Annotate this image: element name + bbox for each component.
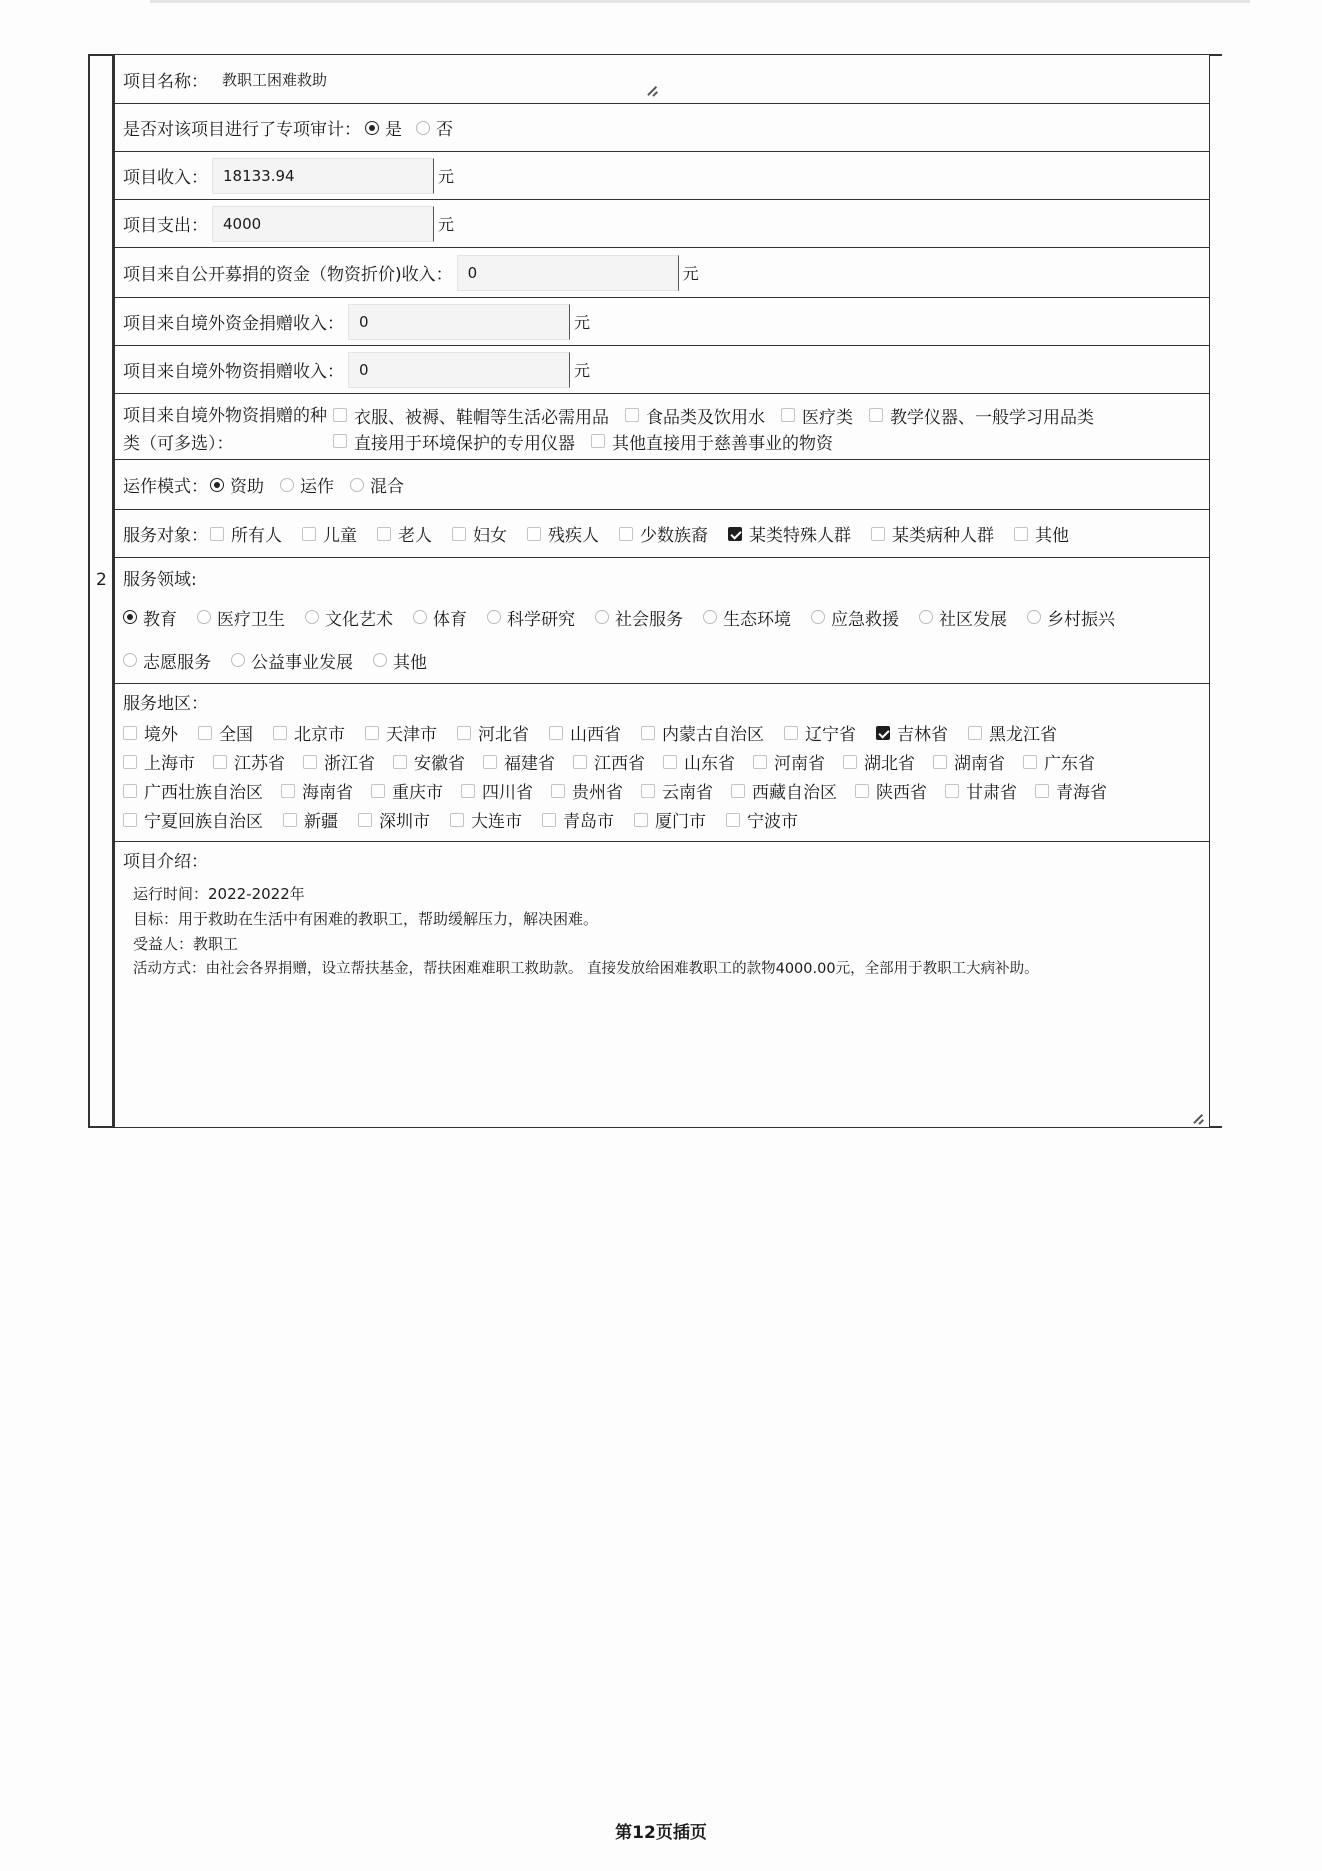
expense-input[interactable]: 4000 — [212, 206, 434, 242]
region-checkbox[interactable] — [663, 755, 677, 769]
goods-type-checkbox[interactable] — [625, 408, 639, 422]
field-option: 公益事业发展 — [251, 652, 353, 673]
operation-option: 资助 — [230, 477, 264, 497]
field-radio[interactable] — [811, 610, 825, 624]
expense-row — [114, 200, 1210, 248]
public-fund-unit: 元 — [682, 264, 699, 283]
operation-row — [114, 460, 1210, 510]
region-checkbox[interactable] — [123, 726, 137, 740]
field-option: 教育 — [143, 609, 177, 630]
target-option: 某类病种人群 — [892, 526, 994, 546]
region-option: 深圳市 — [379, 812, 430, 832]
operation-label: 运作模式： — [123, 477, 208, 497]
target-checkbox[interactable] — [302, 527, 316, 541]
field-option: 医疗卫生 — [217, 609, 285, 630]
field-radio[interactable] — [1027, 610, 1041, 624]
region-checkbox[interactable] — [273, 726, 287, 740]
income-unit: 元 — [438, 167, 455, 186]
region-checkbox[interactable] — [358, 813, 372, 827]
region-checkbox[interactable] — [753, 755, 767, 769]
region-checkbox[interactable] — [933, 755, 947, 769]
region-option: 西藏自治区 — [752, 783, 837, 803]
resize-handle-icon[interactable] — [647, 85, 657, 95]
region-option: 山东省 — [684, 754, 735, 774]
audit-label: 是否对该项目进行了专项审计： — [123, 120, 361, 140]
audit-yes-radio[interactable] — [365, 121, 379, 135]
overseas-goods-unit: 元 — [574, 361, 591, 380]
region-checkbox[interactable] — [303, 755, 317, 769]
region-checkbox[interactable] — [641, 784, 655, 798]
target-checkbox[interactable] — [871, 527, 885, 541]
field-option: 社区发展 — [939, 609, 1007, 630]
region-checkbox[interactable] — [843, 755, 857, 769]
goods-type-checkbox[interactable] — [591, 434, 605, 448]
goods-types-label — [123, 402, 339, 458]
intro-line: 目标：用于救助在生活中有困难的教职工，帮助缓解压力，解决困难。 — [133, 910, 599, 928]
field-radio[interactable] — [231, 653, 245, 667]
region-option: 大连市 — [471, 812, 522, 832]
goods-types-label-line1: 项目来自境外物资捐赠的种 — [123, 406, 327, 426]
region-line4 — [123, 805, 1201, 834]
field-radio[interactable] — [413, 610, 427, 624]
region-checkbox[interactable] — [450, 813, 464, 827]
goods-types-line1 — [319, 402, 1094, 428]
region-option: 上海市 — [144, 754, 195, 774]
operation-option: 运作 — [300, 477, 334, 497]
region-option: 广东省 — [1044, 754, 1095, 774]
goods-type-label: 其他直接用于慈善事业的物资 — [612, 433, 833, 454]
project-name-label: 项目名称： — [123, 71, 208, 92]
project-name-row — [114, 54, 1210, 104]
region-option: 黑龙江省 — [989, 725, 1057, 745]
operation-radio[interactable] — [210, 478, 224, 492]
region-option: 四川省 — [482, 783, 533, 803]
region-checkbox[interactable] — [283, 813, 297, 827]
resize-handle-icon[interactable] — [1193, 1113, 1203, 1123]
region-option: 浙江省 — [324, 754, 375, 774]
target-checkbox-checked[interactable] — [728, 527, 742, 541]
goods-types-label-line2: 类（可多选）： — [123, 434, 234, 454]
region-option: 陕西省 — [876, 783, 927, 803]
row-number: 2 — [96, 570, 107, 590]
field-option: 文化艺术 — [325, 609, 393, 630]
region-checkbox-checked[interactable] — [876, 726, 890, 740]
region-checkbox[interactable] — [483, 755, 497, 769]
field-radio[interactable] — [197, 610, 211, 624]
region-option: 湖北省 — [864, 754, 915, 774]
target-option: 妇女 — [473, 526, 507, 546]
region-checkbox[interactable] — [855, 784, 869, 798]
region-option: 海南省 — [302, 783, 353, 803]
goods-type-checkbox[interactable] — [333, 408, 347, 422]
region-option: 重庆市 — [392, 783, 443, 803]
region-checkbox[interactable] — [641, 726, 655, 740]
public-fund-input[interactable]: 0 — [457, 255, 679, 291]
region-checkbox[interactable] — [281, 784, 295, 798]
region-option: 宁波市 — [747, 812, 798, 832]
intro-row — [114, 842, 1210, 1128]
target-label: 服务对象： — [123, 526, 208, 546]
operation-radio[interactable] — [280, 478, 294, 492]
intro-line: 活动方式：由社会各界捐赠，设立帮扶基金，帮扶困难难职工救助款。 直接发放给困难教职工的款物4000.00元，全部用于教职工大病补助。 — [133, 961, 1039, 977]
region-checkbox[interactable] — [542, 813, 556, 827]
region-label: 服务地区： — [123, 694, 208, 714]
target-option: 所有人 — [231, 526, 282, 546]
expense-label: 项目支出： — [123, 216, 208, 236]
region-checkbox[interactable] — [213, 755, 227, 769]
region-checkbox[interactable] — [784, 726, 798, 740]
region-option: 北京市 — [294, 725, 345, 745]
region-checkbox[interactable] — [123, 755, 137, 769]
region-checkbox[interactable] — [549, 726, 563, 740]
region-option: 福建省 — [504, 754, 555, 774]
region-option: 辽宁省 — [805, 725, 856, 745]
goods-type-label: 衣服、被褥、鞋帽等生活必需用品 — [354, 407, 609, 428]
region-checkbox[interactable] — [573, 755, 587, 769]
region-checkbox[interactable] — [1023, 755, 1037, 769]
project-form — [114, 54, 1210, 1128]
region-checkbox[interactable] — [731, 784, 745, 798]
overseas-goods-row — [114, 346, 1210, 394]
field-label: 服务领域: — [123, 570, 197, 590]
region-checkbox[interactable] — [365, 726, 379, 740]
region-option: 山西省 — [570, 725, 621, 745]
goods-type-checkbox[interactable] — [781, 408, 795, 422]
region-checkbox[interactable] — [1035, 784, 1049, 798]
field-row — [114, 558, 1210, 684]
region-checkbox[interactable] — [634, 813, 648, 827]
region-option: 吉林省 — [897, 725, 948, 745]
goods-type-checkbox[interactable] — [333, 434, 347, 448]
region-option: 湖南省 — [954, 754, 1005, 774]
target-checkbox[interactable] — [377, 527, 391, 541]
region-checkbox[interactable] — [968, 726, 982, 740]
field-radio[interactable] — [305, 610, 319, 624]
income-input[interactable]: 18133.94 — [212, 158, 434, 194]
field-radio[interactable] — [487, 610, 501, 624]
region-checkbox[interactable] — [945, 784, 959, 798]
target-option: 儿童 — [323, 526, 357, 546]
overseas-goods-label: 项目来自境外物资捐赠收入： — [123, 362, 344, 382]
audit-yes-label: 是 — [385, 120, 402, 140]
target-option: 其他 — [1035, 526, 1069, 546]
region-checkbox[interactable] — [461, 784, 475, 798]
target-checkbox[interactable] — [210, 527, 224, 541]
region-line2 — [123, 747, 1201, 776]
region-checkbox[interactable] — [371, 784, 385, 798]
project-name-value[interactable]: 教职工困难救助 — [222, 70, 328, 89]
audit-no-radio[interactable] — [416, 121, 430, 135]
region-option: 江苏省 — [234, 754, 285, 774]
overseas-fund-unit: 元 — [574, 313, 591, 332]
target-option: 少数族裔 — [640, 526, 708, 546]
income-row — [114, 152, 1210, 200]
region-checkbox[interactable] — [726, 813, 740, 827]
operation-option: 混合 — [370, 477, 404, 497]
operation-radio[interactable] — [350, 478, 364, 492]
goods-types-row — [114, 394, 1210, 460]
field-option: 体育 — [433, 609, 467, 630]
field-option: 志愿服务 — [143, 652, 211, 673]
public-fund-row — [114, 248, 1210, 298]
target-checkbox[interactable] — [619, 527, 633, 541]
region-checkbox[interactable] — [551, 784, 565, 798]
goods-type-label: 教学仪器、一般学习用品类 — [890, 407, 1094, 428]
field-option: 科学研究 — [507, 609, 575, 630]
region-line1 — [123, 718, 1201, 747]
field-line2 — [123, 640, 1201, 680]
region-option: 宁夏回族自治区 — [144, 812, 263, 832]
goods-type-checkbox[interactable] — [869, 408, 883, 422]
region-option: 河南省 — [774, 754, 825, 774]
region-option: 贵州省 — [572, 783, 623, 803]
field-radio[interactable] — [595, 610, 609, 624]
field-option: 社会服务 — [615, 609, 683, 630]
target-option: 老人 — [398, 526, 432, 546]
region-option: 甘肃省 — [966, 783, 1017, 803]
region-checkbox[interactable] — [457, 726, 471, 740]
region-option: 厦门市 — [655, 812, 706, 832]
region-option: 河北省 — [478, 725, 529, 745]
region-option: 全国 — [219, 725, 253, 745]
region-checkbox[interactable] — [393, 755, 407, 769]
audit-row — [114, 104, 1210, 152]
intro-label: 项目介绍： — [123, 852, 208, 872]
overseas-fund-label: 项目来自境外资金捐赠收入： — [123, 314, 344, 334]
region-line3 — [123, 776, 1201, 805]
region-option: 云南省 — [662, 783, 713, 803]
overseas-fund-input[interactable]: 0 — [348, 304, 570, 340]
field-radio[interactable] — [373, 653, 387, 667]
target-checkbox[interactable] — [1014, 527, 1028, 541]
audit-no-label: 否 — [436, 120, 453, 140]
region-option: 天津市 — [386, 725, 437, 745]
goods-type-label: 食品类及饮用水 — [646, 407, 765, 428]
field-option: 乡村振兴 — [1047, 609, 1115, 630]
region-option: 青岛市 — [563, 812, 614, 832]
region-row — [114, 684, 1210, 842]
intro-line: 运行时间：2022-2022年 — [133, 885, 305, 903]
field-radio[interactable] — [703, 610, 717, 624]
region-option: 境外 — [144, 725, 178, 745]
index-column — [88, 54, 114, 1128]
region-option: 江西省 — [594, 754, 645, 774]
target-row — [114, 510, 1210, 558]
page-edge — [150, 0, 1250, 3]
overseas-goods-input[interactable]: 0 — [348, 352, 570, 388]
region-checkbox[interactable] — [123, 813, 137, 827]
field-option: 应急救援 — [831, 609, 899, 630]
goods-type-label: 直接用于环境保护的专用仪器 — [354, 433, 575, 454]
expense-unit: 元 — [438, 215, 455, 234]
overseas-fund-row — [114, 298, 1210, 346]
field-radio[interactable] — [123, 610, 137, 624]
region-option: 青海省 — [1056, 783, 1107, 803]
field-line1 — [123, 594, 1201, 640]
page-footer: 第12页插页 — [615, 1823, 707, 1843]
field-radio[interactable] — [123, 653, 137, 667]
region-option: 内蒙古自治区 — [662, 725, 764, 745]
target-checkbox[interactable] — [452, 527, 466, 541]
region-checkbox[interactable] — [198, 726, 212, 740]
region-checkbox[interactable] — [123, 784, 137, 798]
field-option: 生态环境 — [723, 609, 791, 630]
field-radio[interactable] — [919, 610, 933, 624]
public-fund-label: 项目来自公开募捐的资金（物资折价)收入： — [123, 265, 453, 285]
region-option: 安徽省 — [414, 754, 465, 774]
goods-type-label: 医疗类 — [802, 407, 853, 428]
intro-line: 受益人：教职工 — [133, 935, 239, 953]
target-checkbox[interactable] — [527, 527, 541, 541]
region-option: 广西壮族自治区 — [144, 783, 263, 803]
income-label: 项目收入： — [123, 168, 208, 188]
field-option: 其他 — [393, 652, 427, 673]
target-option: 某类特殊人群 — [749, 526, 851, 546]
goods-types-line2 — [319, 428, 1094, 454]
target-option: 残疾人 — [548, 526, 599, 546]
region-option: 新疆 — [304, 812, 338, 832]
